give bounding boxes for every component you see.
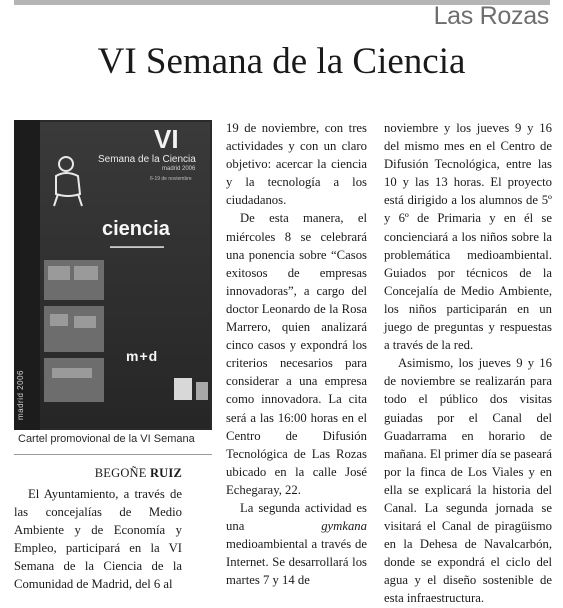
paragraph: El Ayuntamiento, a través de las concejalías de Medio Ambiente y de Economía y Empleo, participará en la VI Semana de la Ciencia de la Comunidad de Madrid, del 6 al: [14, 487, 182, 592]
poster-city-year: madrid 2006: [162, 166, 196, 172]
body-column-2: [226, 119, 367, 589]
photo-window: [74, 316, 96, 328]
photo-window: [52, 368, 92, 378]
photo-block: [44, 306, 104, 352]
italic-term: gymkana: [321, 519, 367, 534]
paragraph: noviembre y los jueves 9 y 16 del mismo mes en el Centro de Difusión Tecnológica, entre las 10 y las 13 horas. El proyecto está dirigido a los alumnos de 5º y 6º de Primaria y en él se concienciará a los niños sobre la problemática medioambiental. Guiados por técnicos de la Concejalía de Medio Ambiente, los niños participarán en un juego de preguntas y respuestas a través de la red.: [384, 121, 552, 353]
paragraph-text: medioambiental a través de Internet. Se desarrollará los martes 7 y 14 de: [226, 537, 367, 588]
article-headline: VI Semana de la Ciencia: [97, 41, 466, 82]
community-logo-icon: [174, 378, 192, 400]
community-logo-icon: [196, 382, 208, 400]
paragraph: 19 de noviembre, con tres actividades y con un claro objetivo: acercar la ciencia y la tecnología a los ciudadanos.: [226, 121, 367, 208]
byline-surname: RUIZ: [149, 466, 182, 480]
poster-logo-text: m+d: [126, 348, 159, 364]
photo-block: [44, 358, 104, 402]
section-label: Las Rozas: [433, 2, 549, 30]
thinker-figure-icon: [48, 154, 88, 208]
body-column-1: [14, 485, 182, 594]
paragraph: De esta manera, el miércoles 8 se celebrará una ponencia sobre “Casos exitosos de empresas innovadoras”, a cargo del doctor Leonardo de la Rosa Marrero, quien analizará cinco casos y expondrá los criterios necesarios para considerar a una empresa como innovadora. La cita será a las 16:00 horas en el Centro de Difusión Tecnológica de Las Rozas ubicado en la calle José Echegaray, 22.: [226, 211, 367, 497]
poster-numeral: VI: [154, 124, 179, 154]
byline-first-name: BEGOÑE: [94, 466, 150, 480]
paragraph-text: La segunda actividad es una: [226, 500, 367, 534]
photo-window: [48, 266, 70, 280]
body-column-3: [384, 119, 552, 608]
poster-title: Semana de la Ciencia: [98, 154, 196, 165]
poster-tagline: ▬▬▬▬▬▬▬▬▬: [110, 244, 164, 250]
paragraph: [226, 499, 367, 589]
paragraph: Asimismo, los jueves 9 y 16 de noviembre se realizarán para todo el público dos visitas guiadas por el Canal del Guadarrama en horario de mañana. El primer día se paseará por la finca de Los Viales y en ella se explicará la historia del Canal. La segunda jornada se visitará el Canal de piragüismo en la Dehesa de Navalcarbón, donde se expondrá el ciclo del agua y el diseño sostenible de esta infraestructura.: [384, 356, 552, 606]
photo-window: [50, 314, 68, 326]
photo-window: [74, 266, 98, 280]
poster-spine-text: madrid 2006: [16, 370, 25, 420]
byline: [14, 465, 182, 482]
poster-word: ciencia: [102, 218, 170, 240]
poster-dates: 6-19 de noviembre: [150, 176, 192, 182]
image-caption: Cartel promovional de la VI Semana: [18, 433, 195, 445]
caption-rule: [14, 454, 212, 455]
promotional-poster-image: [14, 120, 212, 430]
